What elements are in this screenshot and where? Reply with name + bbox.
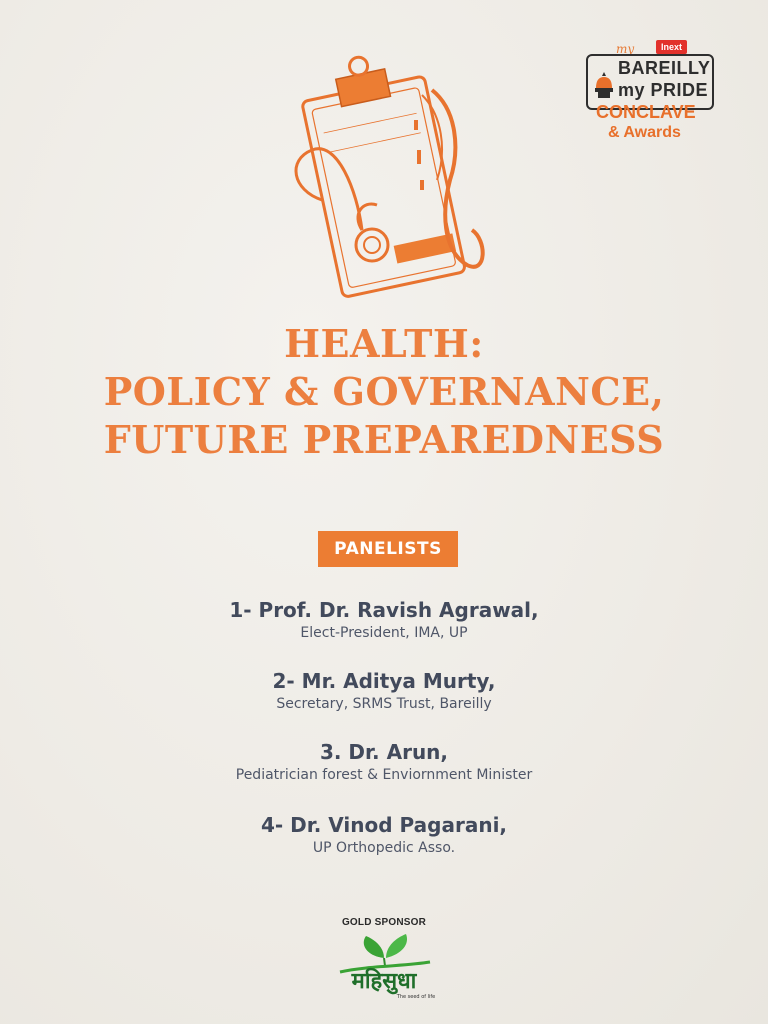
title-line-3: FUTURE PREPAREDNESS bbox=[103, 417, 665, 462]
bell-tower-icon bbox=[592, 70, 616, 100]
logo-city-text: BAREILLY bbox=[618, 58, 711, 78]
panelist-role: Elect-President, IMA, UP bbox=[300, 625, 468, 641]
panelist-name: 2- Mr. Aditya Murty, bbox=[272, 669, 496, 693]
panelist-name: 3. Dr. Arun, bbox=[319, 740, 449, 764]
event-logo bbox=[586, 36, 716, 148]
title-line-2: POLICY & GOVERNANCE, bbox=[103, 369, 665, 414]
title-line-1: HEALTH: bbox=[284, 321, 484, 366]
logo-my-text: my bbox=[616, 42, 635, 56]
panelist-3 bbox=[0, 739, 768, 785]
logo-brand-badge: Inext bbox=[656, 40, 687, 54]
panelist-1 bbox=[0, 597, 768, 643]
logo-awards-text: & Awards bbox=[608, 124, 681, 141]
gold-sponsor-label: GOLD SPONSOR bbox=[341, 917, 427, 928]
panelist-role: Pediatrician forest & Enviornment Minister bbox=[235, 767, 533, 783]
sponsor-tagline: The seed of life bbox=[396, 994, 436, 1000]
sponsor-name: महिसुधा bbox=[351, 969, 417, 994]
panelist-name: 4- Dr. Vinod Pagarani, bbox=[260, 813, 508, 837]
sponsor-logo bbox=[326, 932, 442, 1002]
session-title bbox=[0, 320, 768, 464]
logo-conclave-text: CONCLAVE bbox=[596, 102, 696, 122]
logo-pride-text: my PRIDE bbox=[618, 80, 709, 100]
panelist-name: 1- Prof. Dr. Ravish Agrawal, bbox=[229, 598, 539, 622]
panelist-2 bbox=[0, 668, 768, 714]
panelist-role: UP Orthopedic Asso. bbox=[312, 840, 456, 856]
clipboard-stethoscope-illustration bbox=[282, 40, 497, 300]
panelist-4 bbox=[0, 812, 768, 858]
panelists-badge: PANELISTS bbox=[318, 531, 458, 567]
panelist-role: Secretary, SRMS Trust, Bareilly bbox=[276, 696, 492, 712]
